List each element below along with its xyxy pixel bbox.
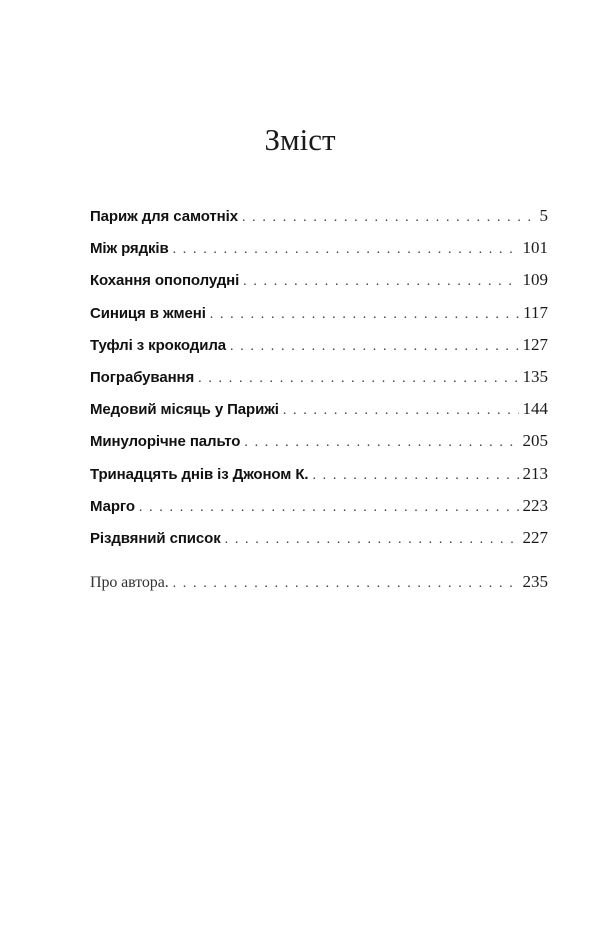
toc-entry-page: 144 xyxy=(522,399,548,419)
toc-entry-title: Різдвяний список xyxy=(90,529,221,547)
dot-leader xyxy=(225,527,519,553)
dot-leader xyxy=(242,205,534,231)
toc-entry[interactable] xyxy=(90,364,548,396)
toc-entry[interactable] xyxy=(90,300,548,332)
toc-entry-title: Синиця в жмені xyxy=(90,304,206,322)
page-title: Зміст xyxy=(264,122,336,157)
toc-entry-title: Марго xyxy=(90,497,135,515)
toc-entry-title: Туфлі з крокодила xyxy=(90,336,226,354)
toc-entry-page: 117 xyxy=(523,302,548,322)
toc-entry-title: Кохання опополудні xyxy=(90,272,240,290)
toc-entry-page: 235 xyxy=(522,572,548,592)
toc-entry[interactable] xyxy=(90,461,548,493)
dot-leader xyxy=(312,463,518,489)
dot-leader xyxy=(244,430,518,456)
toc-entry[interactable] xyxy=(90,428,548,460)
dot-leader xyxy=(173,571,519,597)
toc-entry-title: Париж для самотніх xyxy=(90,208,238,225)
toc-entry[interactable] xyxy=(90,396,548,428)
toc-entry[interactable] xyxy=(90,493,548,525)
table-of-contents xyxy=(90,203,548,601)
toc-entry-title: Минулорічне пальто xyxy=(90,433,241,451)
toc-entry-page: 109 xyxy=(522,270,548,290)
dot-leader xyxy=(230,334,519,360)
toc-entry-page: 227 xyxy=(522,527,548,547)
toc-entry-title: Про автора. xyxy=(90,574,169,592)
dot-leader xyxy=(139,495,519,521)
toc-entry-page: 5 xyxy=(539,206,548,225)
toc-entry-page: 135 xyxy=(522,366,548,386)
dot-leader xyxy=(283,398,519,424)
toc-entry-page: 127 xyxy=(522,334,548,354)
toc-entry-title: Медовий місяць у Парижі xyxy=(90,401,279,419)
toc-entry[interactable] xyxy=(90,267,548,299)
toc-entry[interactable] xyxy=(90,332,548,364)
dot-leader xyxy=(243,269,518,295)
toc-entry-title: Між рядків xyxy=(90,240,169,258)
dot-leader xyxy=(210,302,519,328)
toc-entry-page: 213 xyxy=(522,463,548,483)
toc-entry-page: 101 xyxy=(522,238,548,258)
toc-entry-about-author[interactable] xyxy=(90,569,548,601)
dot-leader xyxy=(173,237,519,263)
toc-entry[interactable] xyxy=(90,525,548,557)
dot-leader xyxy=(198,366,518,392)
toc-entry-page: 223 xyxy=(522,495,548,515)
toc-entry-title: Тринадцять днів із Джоном К. xyxy=(90,465,309,483)
toc-entry-page: 205 xyxy=(522,431,548,451)
toc-entry[interactable] xyxy=(90,203,548,235)
toc-entry-title: Пограбування xyxy=(90,368,195,386)
toc-entry[interactable] xyxy=(90,235,548,267)
